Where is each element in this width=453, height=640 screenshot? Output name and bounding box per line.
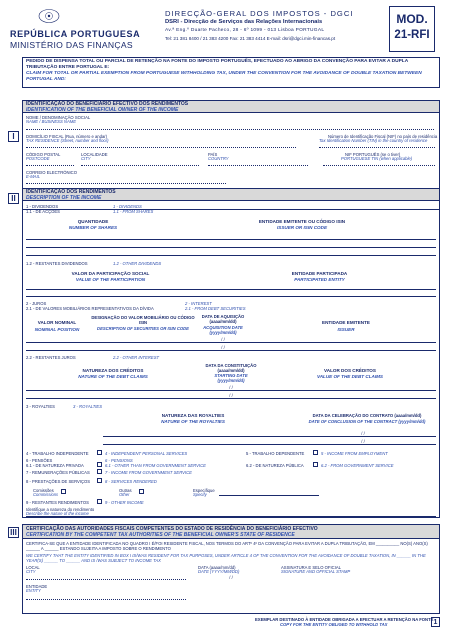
emitter-col: ENTIDADE EMITENTE — [322, 320, 370, 325]
section-2-title-en: DESCRIPTION OF THE INCOME — [26, 195, 102, 201]
participation-row-1[interactable] — [26, 289, 436, 290]
public-pay-checkbox[interactable] — [97, 469, 102, 474]
contract-date-1[interactable]: / / — [361, 431, 365, 436]
section-2-box — [22, 188, 440, 518]
royalties-nature-col: NATUREZA DAS ROYALTIES — [161, 413, 225, 418]
designation-col-en — [91, 326, 195, 331]
royalties-nature-col-en: NATURE OF THE ROYALTIES — [161, 419, 225, 424]
intro-box — [22, 57, 440, 88]
section-2-number: II — [8, 193, 19, 204]
email-label: CORREIO ELECTRÓNICO — [26, 170, 77, 175]
nif-label: NIF PORTUGUÊS (se o tiver) — [345, 152, 401, 157]
republic-seal-icon — [38, 9, 60, 23]
claims-nature-col: NATUREZA DOS CRÉDITOS — [82, 368, 144, 373]
dividends-label-en: 1 - DIVIDENDS — [113, 204, 142, 209]
private-pensions-label: 6.1 - DE NATUREZA PRIVADA — [26, 463, 84, 468]
page-number: 1 — [431, 617, 440, 627]
claims-nature-col-en: NATURE OF THE DEBT CLAIMS — [78, 374, 148, 379]
city-label-en: CITY — [81, 156, 91, 161]
constitution-col-en — [203, 373, 259, 383]
contract-col-en: DATE OF CONCLUSION OF THE CONTRACT (yyyy/mm/dd) — [308, 419, 426, 424]
entity-label-en: ENTITY — [26, 588, 41, 593]
commissions-checkbox[interactable] — [61, 489, 66, 494]
shares-label-en: 1.1 - FROM SHARES — [113, 209, 154, 214]
postcode-field[interactable] — [26, 165, 74, 166]
signature-label-en: SIGNATURE AND OFFICIAL STAMP — [281, 569, 351, 574]
claims-value-col-en: VALUE OF THE DEBT CLAIMS — [316, 374, 383, 379]
public-pensions-checkbox[interactable] — [313, 462, 318, 467]
constitution-col-text: DATA DA CONSTITUIÇÃO (aaaa/mm/dd) — [205, 363, 257, 373]
footer-pt: EXEMPLAR DESTINADO À ENTIDADE OBRIGADA A EFECTUAR A RETENÇÃO NA FONTE — [255, 617, 434, 622]
public-pay-label-en: 7 - INCOME FROM GOVERNMENT SERVICE — [105, 470, 192, 475]
royalties-row-1[interactable] — [103, 436, 436, 437]
describe-label: Identifique a natureza do rendimento — [26, 507, 95, 512]
shares-label: 1.1 - DE ACÇÕES — [26, 209, 60, 214]
city-label: LOCALIDADE — [81, 152, 108, 157]
stamp-area[interactable] — [281, 577, 431, 611]
entity-label: ENTIDADE — [26, 584, 48, 589]
certification-en: WE CERTIFY THAT THE ENTITY IDENTIFIED IN BOX I IS/WAS RESIDENT FOR TAX PURPOSES, UNDER ARTICLE 4 OF THE CONVENTION FOR THE AVOIDANCE OF DOUBLE TAXATION, IN ______ IN THE YEAR(S) ______ TO ______ AND IS /WAS SUBJECT TO INCOME TAX — [26, 553, 426, 564]
email-label-en: E-MAIL — [26, 174, 40, 179]
acquisition-date-1[interactable]: / / — [221, 337, 225, 342]
public-pay-label: 7 - REMUNERAÇÕES PÚBLICAS — [26, 470, 90, 475]
independent-label-en: 4 - INDEPENDENT PERSONAL SERVICES — [105, 451, 188, 456]
employment-label: 5 - TRABALHO DEPENDENTE — [246, 451, 305, 456]
section-1-title: IDENTIFICAÇÃO DO BENEFICIÁRIO EFECTIVO DOS RENDIMENTOS — [26, 101, 189, 107]
footer-en: COPY FOR THE ENTITY OBLIGED TO WITHHOLD TAX — [280, 622, 388, 627]
securities-row-2[interactable] — [26, 350, 436, 351]
republic-label: REPÚBLICA PORTUGUESA — [10, 29, 141, 39]
agency-name: DIRECÇÃO-GERAL DOS IMPOSTOS - DGCI — [165, 9, 354, 18]
domicile-field[interactable] — [26, 147, 296, 148]
participation-row-2[interactable] — [26, 296, 436, 297]
other-dividends-label: 1.2 - RESTANTES DIVIDENDOS — [26, 261, 88, 266]
independent-label: 4 - TRABALHO INDEPENDENTE — [26, 451, 89, 456]
section-2-title: IDENTIFICAÇÃO DOS RENDIMENTOS — [26, 189, 116, 195]
domicile-label: DOMICÍLIO FISCAL (Rua, número e andar) — [26, 134, 108, 139]
model-label: MOD. — [396, 12, 428, 26]
certification-pt: CERTIFICA-SE QUE A ENTIDADE IDENTIFICADA NO QUADRO I É/FOI RESIDENTE FISCAL, NOS TERMOS DO ARTº 4º DA CONVENÇÃO PARA EVITAR A DUPLA TRIBUTAÇÃO, EM __________ NO(S) ANO(S) ______ A ______ ESTANDO SUJEITA A IMPOSTO SOBRE O RENDIMENTO — [26, 541, 428, 552]
agency-contacts: Tel: 21 381 8400 / 21 383 4200 Fax: 21 383 4414 E-mail: dsri@dgci.min-financas.pt — [165, 36, 336, 41]
qty-col: QUANTIDADE — [77, 219, 109, 224]
contract-col: DATA DA CELEBRAÇÃO DO CONTRATO (aaaa/mm/dd) — [312, 413, 422, 418]
participated-col-en: PARTICIPATED ENTITY — [294, 277, 345, 282]
dividends-label: 1 - DIVIDENDOS — [26, 204, 59, 209]
securities-row-1[interactable] — [26, 342, 436, 343]
claims-value-col: VALOR DOS CRÉDITOS — [324, 368, 376, 373]
service-name: DSRI - Direcção de Serviços das Relações Internacionais — [165, 19, 323, 25]
nif-label-en: PORTUGUESE TIN (when applicable) — [341, 156, 413, 161]
postcode-label-en: POSTCODE — [26, 156, 50, 161]
specify-field[interactable] — [219, 495, 319, 496]
postcode-label: CÓDIGO POSTAL — [26, 152, 61, 157]
interest-label-en: 2 - INTEREST — [185, 301, 212, 306]
designation-col-text: DESIGNAÇÃO DO VALOR MOBILIÁRIO OU CÓDIGO ISIN — [91, 315, 195, 325]
nif-field[interactable] — [323, 165, 435, 166]
domicile-label-en: TAX RESIDENCE (Street, number and floor) — [26, 138, 109, 143]
pensions-label-en: 6 - PENSIONS — [105, 458, 133, 463]
other-income-label: 9 - RESTANTES RENDIMENTOS — [26, 500, 89, 505]
acquisition-col-en-text: ACQUISITION DATE (yyyy/mm/dd) — [203, 325, 243, 335]
section-3-title-en: CERTIFICATION BY THE COMPETENT TAX AUTHORITIES OF THE BENEFICIAL OWNER'S STATE OF RESIDENCE — [26, 532, 295, 538]
participation-col-en: VALUE OF THE PARTICIPATION — [75, 277, 146, 282]
other-dividends-label-en: 1.2 - OTHER DIVIDENDS — [113, 261, 162, 266]
agency-address: Av.ª Eng.º Duarte Pacheco, 28 - 6º 1099 - 013 Lisboa PORTUGAL — [165, 28, 325, 33]
nominal-col: VALOR NOMINAL — [37, 320, 77, 325]
date-label: DATA (aaaa/mm/dd) — [198, 565, 236, 570]
interest-label: 2 - JUROS — [26, 301, 47, 306]
public-pensions-label: 6.2 - DE NATUREZA PÚBLICA — [246, 463, 304, 468]
issuer-col-en: ISSUER OR ISIN CODE — [276, 225, 328, 230]
place-label: LOCAL — [26, 565, 40, 570]
other-services-label: Outras — [119, 488, 132, 493]
name-label: NOME / DENOMINAÇÃO SOCIAL — [26, 115, 91, 120]
designation-col — [91, 315, 195, 325]
section-3-number: III — [8, 527, 19, 538]
date-label-en: DATE (YYYY/MM/DD) — [198, 569, 240, 574]
country-label-en: COUNTRY — [208, 156, 229, 161]
place-field[interactable] — [26, 579, 186, 580]
issuer-col: ENTIDADE EMITENTE OU CÓDIGO ISIN — [258, 219, 346, 224]
acquisition-col-text: DATA DE AQUISIÇÃO (aaaa/mm/dd) — [201, 314, 245, 324]
describe-label-en: Describe the nature of the income — [26, 511, 89, 516]
contract-date-2[interactable]: / / — [361, 439, 365, 444]
section-1-number: I — [8, 131, 19, 142]
royalties-row-2[interactable] — [103, 444, 436, 445]
section-3-title: CERTIFICAÇÃO DAS AUTORIDADES FISCAIS COMPETENTES DO ESTADO DE RESIDÊNCIA DO BENEFICIÁRIO EFECTIVO — [26, 526, 318, 532]
services-label: 8 - PRESTAÇÕES DE SERVIÇOS — [26, 479, 91, 484]
specify-label-en: Specify — [193, 492, 207, 497]
claims-row-2[interactable] — [26, 398, 436, 399]
royalties-label: 3 - ROYALTIES — [26, 404, 55, 409]
form-model-box — [389, 6, 435, 52]
shares-row-1[interactable] — [26, 239, 436, 240]
taxnum-field[interactable] — [319, 147, 435, 148]
debt-securities-label-en: 2.1 - FROM DEBT SECURITIES — [185, 306, 246, 311]
constitution-col-en-text: STARTING DATE (yyyy/mm/dd) — [214, 373, 248, 383]
employment-label-en: 5 - INCOME FROM EMPLOYMENT — [321, 451, 388, 456]
independent-checkbox[interactable] — [97, 450, 102, 455]
signature-label: ASSINATURA E SELO OFICIAL — [281, 565, 341, 570]
commissions-label-en: Commissions — [33, 492, 59, 497]
section-1-title-en: IDENTIFICATION OF THE BENEFICIAL OWNER OF THE INCOME — [26, 107, 179, 113]
country-field[interactable] — [208, 165, 308, 166]
commissions-label: Comissões — [33, 488, 54, 493]
taxnum-label: Número de Identificação Fiscal (NIF) no país de residência — [328, 134, 438, 139]
section-3-box — [22, 524, 440, 614]
acquisition-date-2[interactable]: / / — [221, 345, 225, 350]
pensions-label: 6 - PENSÕES — [26, 458, 53, 463]
private-pensions-checkbox[interactable] — [97, 462, 102, 467]
private-pensions-label-en: 6.1 - OTHER THAN FROM GOVERNMENT SERVICE — [105, 463, 206, 468]
specify-label: Especifique — [193, 488, 215, 493]
shares-row-2[interactable] — [26, 247, 436, 248]
nominal-col-en: NOMINAL POSITION — [34, 327, 80, 332]
model-code: 21-RFI — [394, 29, 430, 41]
public-pensions-label-en: 6.2 - FROM GOVERNMENT SERVICE — [321, 463, 394, 468]
designation-col-en-text: DESCRIPTION OF SECURITIES OR ISIN CODE — [97, 326, 189, 331]
name-field[interactable] — [26, 129, 434, 130]
city-field[interactable] — [81, 165, 199, 166]
other-income-checkbox[interactable] — [97, 499, 102, 504]
email-field[interactable] — [26, 183, 226, 184]
debt-securities-label: 2.1 - DE VALORES MOBILIÁRIOS REPRESENTATIVOS DA DÍVIDA — [26, 306, 154, 311]
other-services-checkbox[interactable] — [139, 489, 144, 494]
other-income-label-en: 9 - OTHER INCOME — [105, 500, 144, 505]
cert-date-field[interactable]: / / — [229, 575, 233, 580]
constitution-date-1[interactable]: / / — [229, 385, 233, 390]
intro-en: CLAIM FOR TOTAL OR PARTIAL EXEMPTION FROM PORTUGUESE WITHHOLDING TAX, UNDER THE CONVENTION FOR THE AVOIDANCE OF DOUBLE TAXATION BETWEEN PORTUGAL AND: — [26, 71, 422, 82]
intro-pt: PEDIDO DE DISPENSA TOTAL OU PARCIAL DE RETENÇÃO NA FONTE DO IMPOSTO PORTUGUÊS, EFECTUADO AO ABRIGO DA CONVENÇÃO PARA EVITAR A DUPLA TRIBUTAÇÃO ENTRE PORTUGAL E: — [26, 59, 408, 70]
participated-col: ENTIDADE PARTICIPADA — [291, 271, 348, 276]
other-interest-label: 2.2 - RESTANTES JUROS — [26, 355, 76, 360]
services-checkbox[interactable] — [97, 478, 102, 483]
acquisition-col — [195, 314, 251, 324]
emitter-col-en: ISSUER — [337, 327, 355, 332]
other-services-label-en: Other — [119, 492, 130, 497]
acquisition-col-en — [195, 325, 251, 335]
services-label-en: 8 - SERVICES RENDERED — [105, 479, 157, 484]
constitution-col — [203, 363, 259, 373]
qty-col-en: NUMBER OF SHARES — [68, 225, 118, 230]
other-interest-label-en: 2.2 - OTHER INTEREST — [113, 355, 160, 360]
employment-checkbox[interactable] — [313, 450, 318, 455]
entity-field[interactable] — [26, 599, 186, 600]
claims-row-1[interactable] — [26, 390, 436, 391]
taxnum-label-en: Tax Identification Number (TIN) in the country of residence — [319, 138, 428, 143]
shares-row-3[interactable] — [26, 255, 436, 256]
constitution-date-2[interactable]: / / — [229, 393, 233, 398]
participation-col: VALOR DA PARTICIPAÇÃO SOCIAL — [71, 271, 150, 276]
country-label: PAÍS — [208, 152, 218, 157]
ministry-label: MINISTÉRIO DAS FINANÇAS — [10, 40, 133, 50]
royalties-label-en: 3 - ROYALTIES — [73, 404, 103, 409]
name-label-en: NAME / BUSINESS NAME — [26, 119, 77, 124]
describe-field[interactable] — [26, 516, 436, 517]
place-label-en: CITY — [26, 569, 36, 574]
